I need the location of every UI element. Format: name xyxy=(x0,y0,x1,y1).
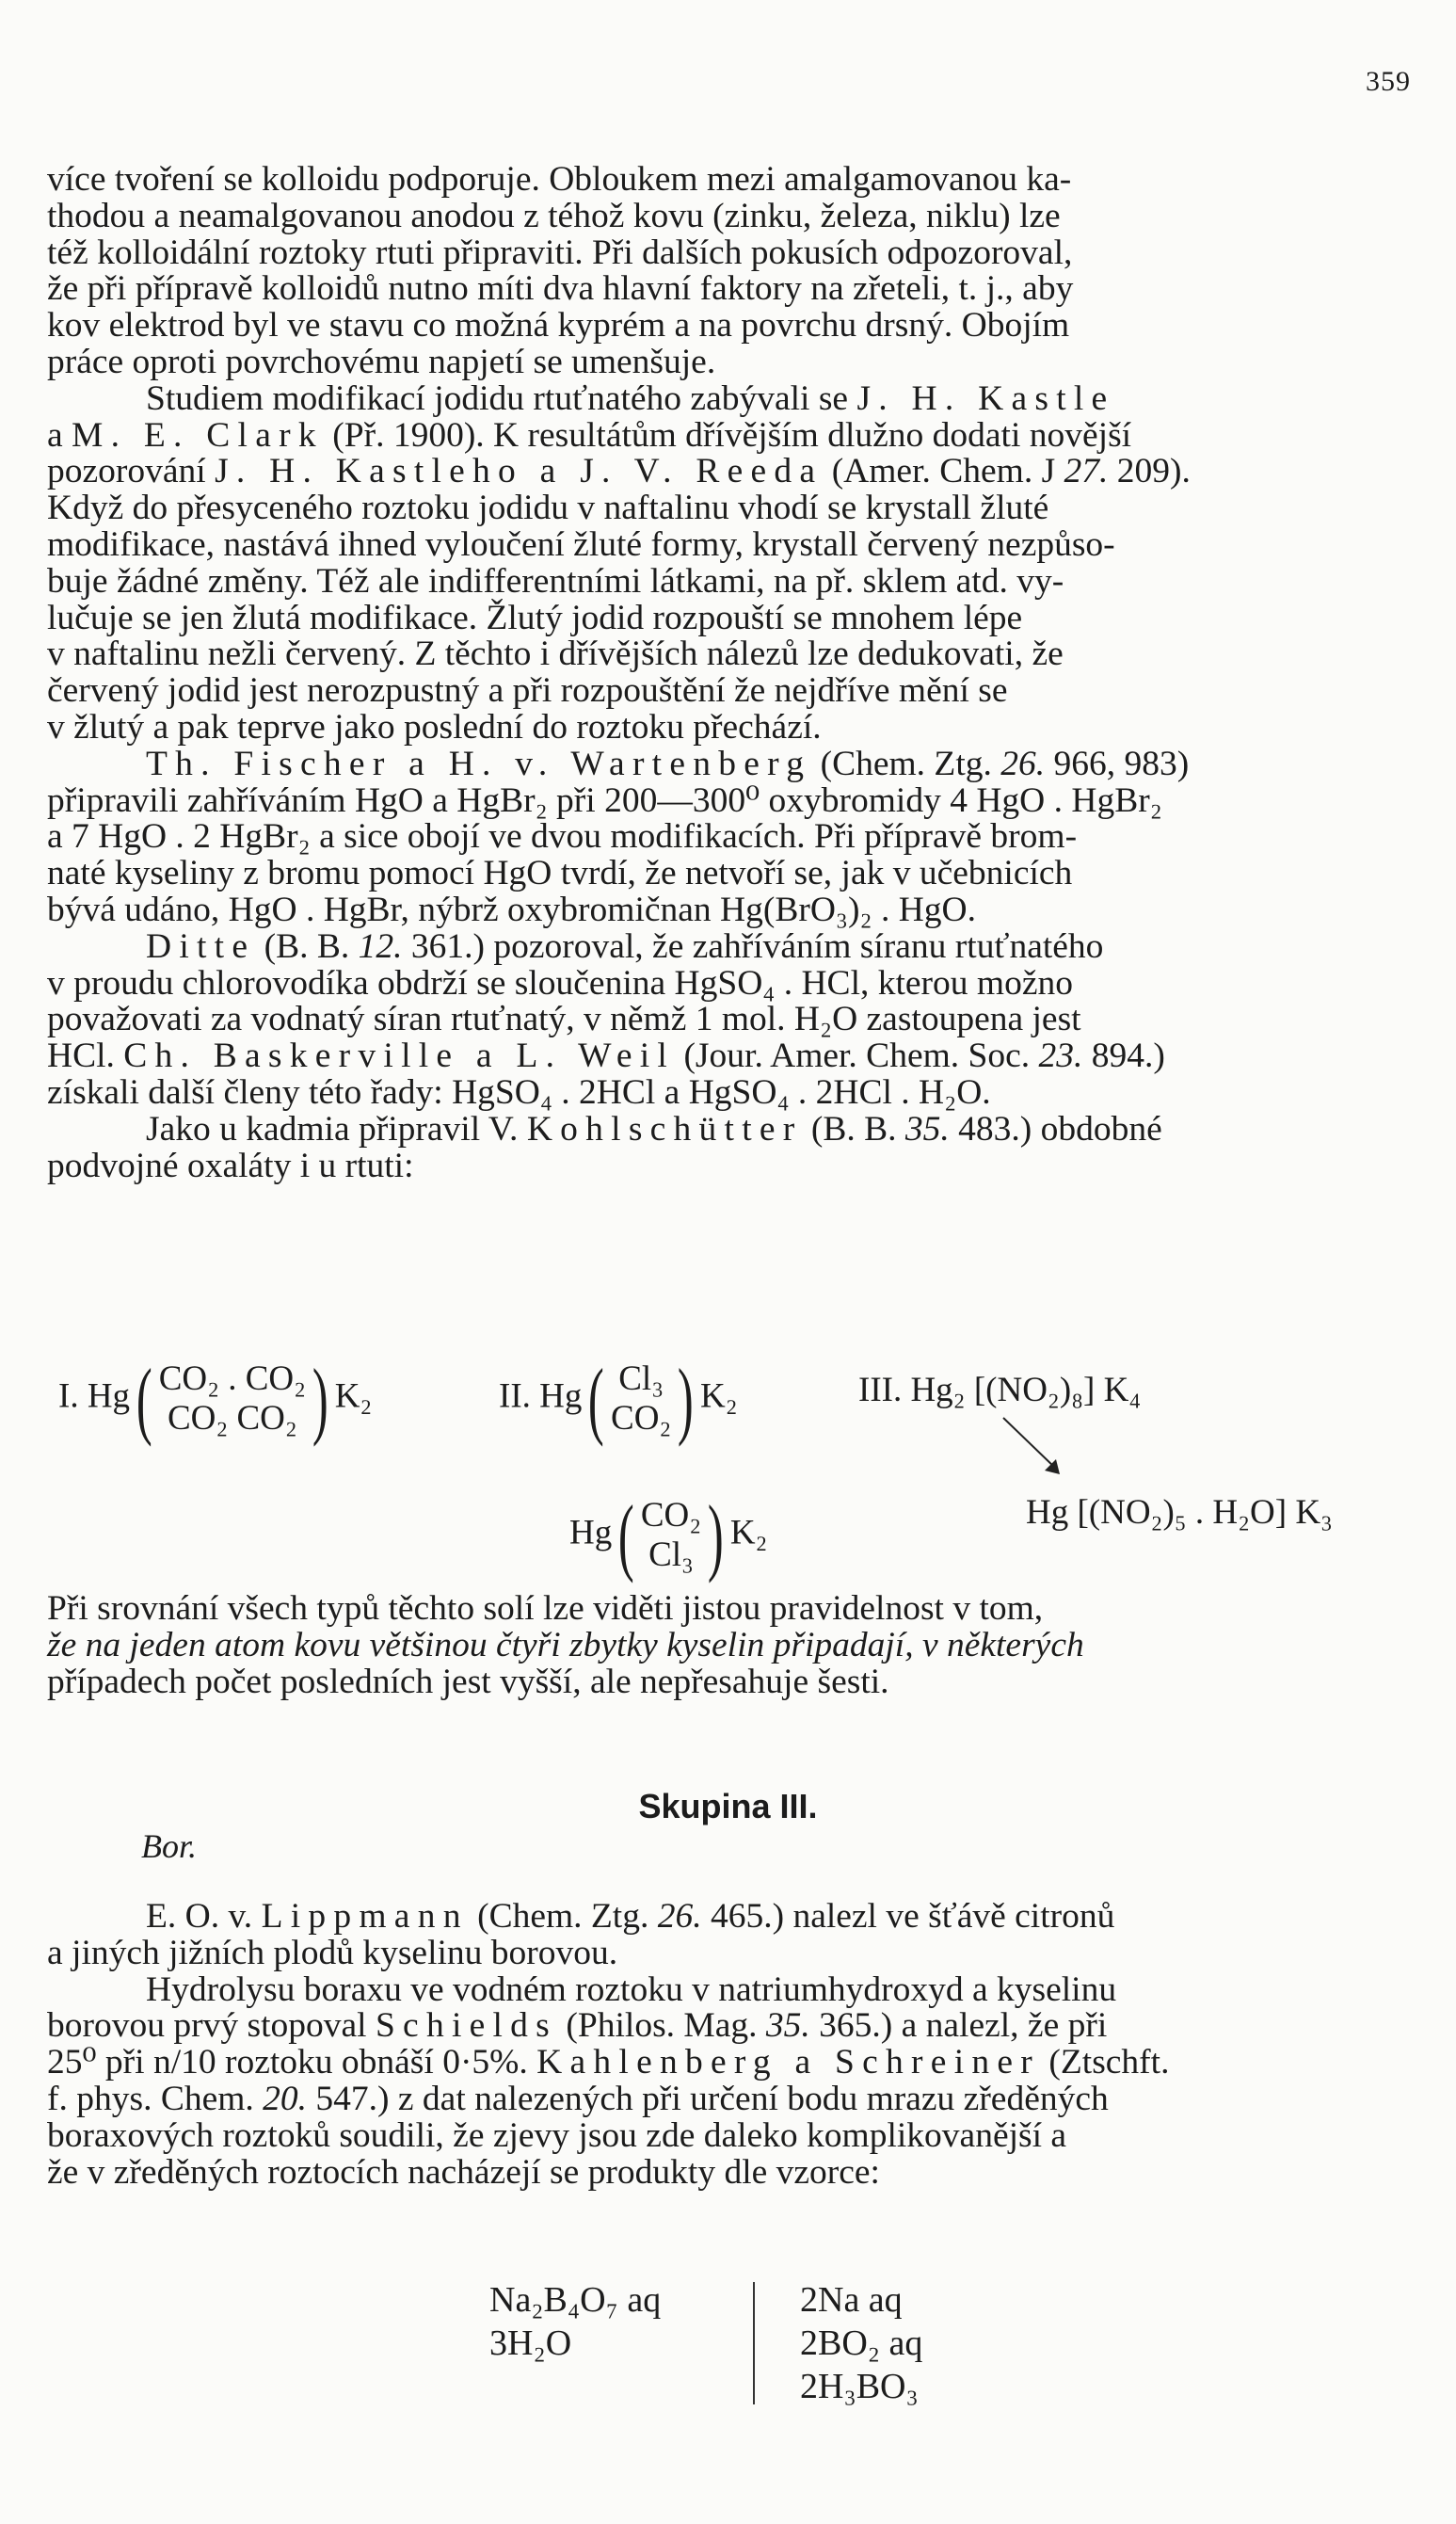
text-line: Th. Fischer a H. v. Wartenberg (Chem. Ztg. 26. 966, 983) xyxy=(146,744,1190,783)
text-line: v naftalinu nežli červený. Z těchto i dřívějších nálezů lze dedukovati, že xyxy=(47,635,1064,674)
text-line: získali další členy této řady: HgSO₄ . 2HCl a HgSO₄ . 2HCl . H₂O. xyxy=(47,1072,991,1112)
formula-iii: III. Hg₂ [(NO₂)₈] K₄ xyxy=(858,1371,1142,1409)
text-line: práce oproti povrchovému napjetí se umenšuje. xyxy=(47,342,716,381)
text-line: a 7 HgO . 2 HgBr₂ a sice obojí ve dvou modifikacích. Při přípravě brom- xyxy=(47,817,1078,857)
arrow-icon xyxy=(1000,1414,1075,1489)
text-line: že při přípravě kolloidů nutno míti dva hlavní faktory na zřeteli, t. j., aby xyxy=(47,269,1074,309)
text-line: považovati za vodnatý síran rtuťnatý, v němž 1 mol. H₂O zastoupena jest xyxy=(47,1000,1081,1039)
text-line: případech počet posledních jest vyšší, ale nepřesahuje šesti. xyxy=(47,1662,889,1701)
formula-iv: Hg( CO₂ Cl₃ ) K₂ xyxy=(569,1487,768,1584)
text-line: modifikace, nastává ihned vyloučení žluté formy, krystall červený nezpůso- xyxy=(47,524,1115,564)
text-line: f. phys. Chem. 20. 547.) z dat nalezených při určení bodu mrazu zředěných xyxy=(47,2079,1109,2118)
text-line: v žlutý a pak teprve jako poslední do roztoku přechází. xyxy=(47,707,822,747)
text-line: Při srovnání všech typů těchto solí lze viděti jistou pravidelnost v tom, xyxy=(47,1589,1044,1628)
text-line: buje žádné změny. Též ale indifferentními látkami, na př. sklem atd. vy- xyxy=(47,561,1064,601)
equation-left: Na₂B₄O₇ aq 3H₂O xyxy=(489,2280,662,2363)
equation-divider xyxy=(753,2282,755,2404)
text-line: naté kyseliny z bromu pomocí HgO tvrdí, že netvoří se, jak v učebnicích xyxy=(47,854,1073,893)
author-name: J. H. Kastle xyxy=(856,378,1115,418)
text-line: bývá udáno, HgO . HgBr, nýbrž oxybromičnan Hg(BrO₃)₂ . HgO. xyxy=(47,890,976,929)
author-name: Th. Fischer a H. v. Wartenberg xyxy=(146,744,812,783)
text-line: Studiem modifikací jodidu rtuťnatého zabývali se J. H. Kastle xyxy=(146,378,1115,418)
formula-i: I. Hg( CO₂ . CO₂ CO₂ CO₂ ) K₂ xyxy=(58,1351,373,1447)
author-name: Kohlschütter xyxy=(526,1109,803,1149)
author-name: Schields xyxy=(375,2006,558,2046)
author-name: M. E. Clark xyxy=(72,415,324,455)
author-name: Kahlenberg a Schreiner xyxy=(536,2043,1040,2082)
text-block-middle xyxy=(47,1591,1409,1700)
text-line: Jako u kadmia připravil V. Kohlschütter (B. B. 35. 483.) obdobné xyxy=(146,1109,1162,1149)
text-line: pozorování J. H. Kastleho a J. V. Reeda (Amer. Chem. J 27. 209). xyxy=(47,452,1191,491)
text-line: že v zředěných roztocích nacházejí se produkty dle vzorce: xyxy=(47,2152,880,2192)
author-name: Ch. Baskerville a L. Weil xyxy=(123,1037,676,1076)
author-name: Ditte xyxy=(146,926,256,966)
author-name: Lippmann xyxy=(261,1897,469,1936)
text-line: HCl. Ch. Baskerville a L. Weil (Jour. Amer. Chem. Soc. 23. 894.) xyxy=(47,1037,1165,1076)
text-line: podvojné oxaláty i u rtuti: xyxy=(47,1146,414,1185)
text-line: v proudu chlorovodíka obdrží se sloučenina HgSO₄ . HCl, kterou možno xyxy=(47,963,1073,1003)
equation-right: 2Na aq 2BO₂ aq 2H₃BO₃ xyxy=(800,2280,923,2406)
text-line: připravili zahříváním HgO a HgBr₂ při 200—300⁰ oxybromidy 4 HgO . HgBr₂ xyxy=(47,780,1162,820)
text-line: lučuje se jen žlutá modifikace. Žlutý jodid rozpouští se mnohem lépe xyxy=(47,598,1023,637)
text-line: a jiných jižních plodů kyselinu borovou. xyxy=(47,1933,618,1972)
text-line: Hydrolysu boraxu ve vodném roztoku v natriumhydroxyd a kyselinu xyxy=(146,1969,1117,2009)
text-line: více tvoření se kolloidu podporuje. Obloukem mezi amalgamovanou ka- xyxy=(47,160,1072,199)
page-number: 359 xyxy=(1366,66,1411,97)
text-line: Když do přesyceného roztoku jodidu v naftalinu vhodí se krystall žluté xyxy=(47,489,1049,528)
text-line: též kolloidální roztoky rtuti připraviti. Při dalších pokusích odpozoroval, xyxy=(47,233,1073,272)
section-heading: Skupina III. xyxy=(638,1787,818,1825)
author-name: J. H. Kastleho a J. V. Reeda xyxy=(215,452,824,491)
text-line: kov elektrod byl ve stavu co možná kyprém a na povrchu drsný. Obojím xyxy=(47,306,1070,346)
formula-v: Hg [(NO₂)₅ . H₂O] K₃ xyxy=(1026,1493,1333,1532)
text-line: Ditte (B. B. 12. 361.) pozoroval, že zahříváním síranu rtuťnatého xyxy=(146,926,1104,966)
text-line: borovou prvý stopoval Schields (Philos. Mag. 35. 365.) a nalezl, že při xyxy=(47,2006,1108,2046)
text-line: 25⁰ při n/10 roztoku obnáší 0·5%. Kahlenberg a Schreiner (Ztschft. xyxy=(47,2043,1170,2082)
text-line: thodou a neamalgovanou anodou z téhož kovu (zinku, železa, niklu) lze xyxy=(47,196,1061,235)
text-line: a M. E. Clark (Př. 1900). K resultátům dřívějším dlužno dodati novější xyxy=(47,415,1132,455)
subheading: Bor. xyxy=(141,1827,198,1865)
text-line: E. O. v. Lippmann (Chem. Ztg. 26. 465.) nalezl ve šťávě citronů xyxy=(146,1897,1115,1936)
text-block-top xyxy=(47,162,1409,1184)
text-line: že na jeden atom kovu většinou čtyři zbytky kyselin připadají, v některých xyxy=(47,1625,1084,1664)
text-block-bottom xyxy=(47,1899,1409,2191)
formula-ii: II. Hg( Cl₃ CO₂) K₂ xyxy=(499,1351,738,1447)
text-line: červený jodid jest nerozpustný a při rozpouštění že nejdříve mění se xyxy=(47,671,1008,711)
text-line: boraxových roztoků soudili, že zjevy jsou zde daleko komplikovanější a xyxy=(47,2115,1067,2155)
